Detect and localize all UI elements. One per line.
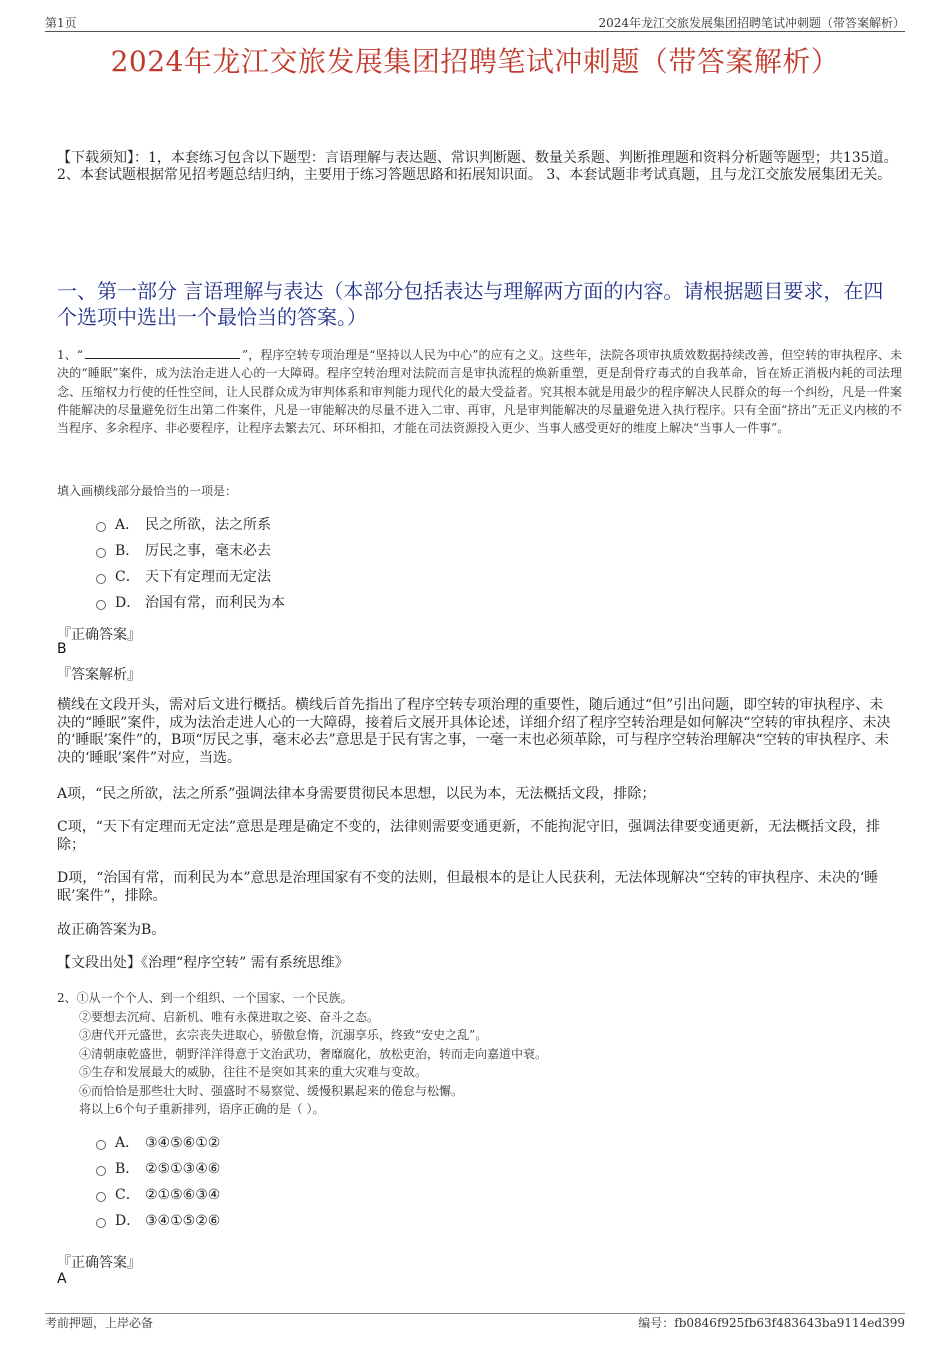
radio-icon[interactable]: [96, 548, 106, 558]
radio-icon[interactable]: [96, 522, 106, 532]
radio-icon[interactable]: [96, 574, 106, 584]
radio-icon[interactable]: [96, 1218, 106, 1228]
question-2-line: 2、①从一个个人、到一个组织、一个国家、一个民族。: [57, 991, 353, 1005]
radio-icon[interactable]: [96, 1192, 106, 1202]
q2-answer: A: [57, 1271, 67, 1287]
q2-answer-label: 『正确答案』: [57, 1255, 141, 1271]
header-rule: [45, 31, 905, 32]
page-number: 第1页: [45, 16, 77, 30]
q1-analysis-paragraph: A项，“民之所欲，法之所系”强调法律本身需要贯彻民本思想，以民为本，无法概括文段，排除；: [57, 786, 656, 802]
q1-analysis-label: 『答案解析』: [57, 667, 141, 683]
q1-analysis-paragraph: 横线在文段开头，需对后文进行概括。横线后首先指出了程序空转专项治理的重要性，随后通过“但”引出问题，即空转的审执程序、未决的“睡眠”案件，成为法治走进人心的一大障碍，接着后文展开具体论述，详细介绍了程序空转治理是如何解决“空转的审执程序、未决的‘睡眠’案件”的，B项“厉民之事，毫末必去”意思是于民有害之事，一毫一末也必须革除，可与程序空转治理解决“空转的审执程序、未决的‘睡眠’案件”对应，当选。: [57, 697, 891, 766]
question-1-body: ”，程序空转专项治理是“坚持以人民为中心”的应有之义。这些年，法院各项审执质效数据持续改善，但空转的审执程序、未决的“睡眠”案件，成为法治走进人心的一大障碍。程序空转治理对法院而言是审执流程的焕新重塑，更是刮骨疗毒式的自我革命，旨在矫正消极内耗的司法理念、压缩权力行使的任性空间，让人民群众成为审判体系和审判能力现代化的最大受益者。究其根本就是用最少的程序解决人民群众的每一个纠纷，凡是一件案件能解决的尽量避免衍生出第二件案件，凡是一审能解决的尽量不进入二审、再审，凡是审判能解决的尽量避免进入执行程序。只有全面“挤出”无正义内核的不当程序、多余程序、非必要程序，让程序去繁去冗、环环相扣，才能在司法资源投入更少、当事人感受更好的维度上解决“当事人一件事”。: [57, 348, 902, 436]
q1-answer: B: [57, 641, 67, 657]
question-2-line: ⑥而恰恰是那些壮大时、强盛时不易察觉、缓慢积累起来的倦怠与松懈。: [79, 1083, 464, 1098]
q1-option-b[interactable]: B． 厉民之事，毫末必去: [96, 541, 271, 561]
question-2-line: ⑤生存和发展最大的威胁，往往不是突如其来的重大灾难与变故。: [79, 1065, 428, 1079]
q1-option-c[interactable]: C． 天下有定理而无定法: [96, 567, 271, 587]
q2-option-c[interactable]: C． ②①⑤⑥③④: [96, 1185, 220, 1205]
q1-source: 【文段出处】《治理“程序空转” 需有系统思维》: [57, 955, 349, 971]
q1-option-d[interactable]: D． 治国有常，而利民为本: [96, 593, 285, 613]
q1-analysis-paragraph: C项，“天下有定理而无定法”意思是理是确定不变的，法律则需要变通更新，不能拘泥守旧，强调法律要变通更新，无法概括文段，排除；: [57, 819, 881, 853]
question-2-line: ③唐代开元盛世，玄宗丧失进取心，骄傲怠惰，沉溺享乐，终致“安史之乱”。: [79, 1028, 488, 1042]
q2-option-a[interactable]: A． ③④⑤⑥①②: [96, 1133, 220, 1153]
fill-blank-line: [85, 347, 240, 359]
radio-icon[interactable]: [96, 1166, 106, 1176]
footer-slogan: 考前押题，上岸必备: [45, 1316, 154, 1330]
question-1-stem: [57, 346, 902, 437]
q2-option-b[interactable]: B． ②⑤①③④⑥: [96, 1159, 220, 1179]
question-2-prompt: 将以上6个句子重新排列，语序正确的是（ ）。: [79, 1102, 325, 1116]
question-1-prompt: 填入画横线部分最恰当的一项是：: [57, 484, 238, 498]
download-notice: 【下载须知】：1，本套练习包含以下题型：言语理解与表达题、常识判断题、数量关系题、判断推理题和资料分析题等题型；共135道。 2、本套试题根据常见招考题总结归纳，主要用于练习答题思路和拓展知识面。 3、本套试题非考试真题，且与龙江交旅发展集团无关。: [57, 150, 898, 183]
page-title: 2024年龙江交旅发展集团招聘笔试冲刺题（带答案解析）: [110, 45, 840, 78]
q2-option-d[interactable]: D． ③④①⑤②⑥: [96, 1211, 220, 1231]
q1-answer-label: 『正确答案』: [57, 627, 141, 643]
section-heading: 一、第一部分 言语理解与表达（本部分包括表达与理解两方面的内容。请根据题目要求，在四个选项中选出一个最恰当的答案。）: [57, 279, 884, 329]
radio-icon[interactable]: [96, 600, 106, 610]
q1-analysis-paragraph: D项，“治国有常，而利民为本”意思是治理国家有不变的法则，但最根本的是让人民获利，无法体现解决“空转的审执程序、未决的‘睡眠’案件”，排除。: [57, 870, 879, 904]
q1-option-a[interactable]: A． 民之所欲，法之所系: [96, 515, 271, 535]
question-1-prefix: 1、“: [57, 348, 83, 362]
radio-icon[interactable]: [96, 1140, 106, 1150]
question-2-stem: [57, 989, 902, 1119]
q1-conclusion: 故正确答案为B。: [57, 922, 166, 938]
question-2-line: ②要想去沉疴、启新机、唯有永葆进取之姿、奋斗之态。: [79, 1009, 380, 1024]
footer-serial: 编号：fb0846f925fb63f483643ba9114ed399: [638, 1316, 905, 1330]
header-doc-title: 2024年龙江交旅发展集团招聘笔试冲刺题（带答案解析）: [598, 16, 905, 30]
question-2-line: ④清朝康乾盛世，朝野洋洋得意于文治武功，奢靡腐化，放松吏治，转而走向嘉道中衰。: [79, 1046, 548, 1061]
